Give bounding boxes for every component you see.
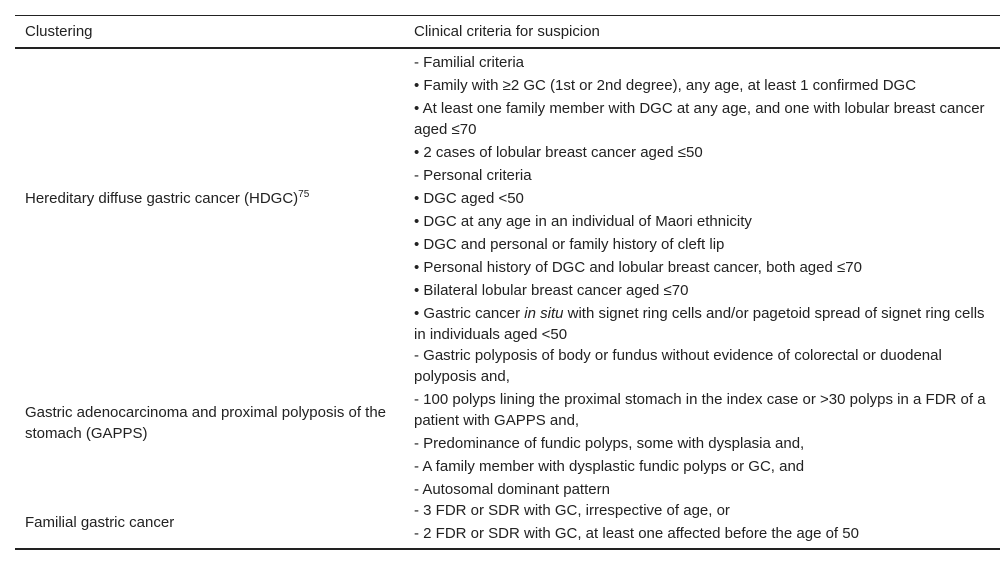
cluster-name (25, 188, 394, 209)
header-clustering: Clustering (15, 16, 404, 49)
cluster-label: Gastric adenocarcinoma and proximal polyposis of the stomach (GAPPS) (25, 403, 387, 442)
criteria-cell (404, 500, 1000, 549)
header-criteria: Clinical criteria for suspicion (404, 16, 1000, 49)
criteria-item (414, 257, 995, 278)
header-row (15, 16, 1000, 49)
criteria-cell (404, 345, 1000, 500)
criteria-table (15, 15, 1000, 550)
criteria-item (414, 188, 995, 209)
criteria-item-text: - Predominance of fundic polyps, some with dysplasia and, (414, 435, 805, 452)
criteria-cell (404, 48, 1000, 345)
criteria-item-text: - 2 FDR or SDR with GC, at least one affected before the age of 50 (414, 525, 859, 542)
criteria-item-text: • DGC and personal or family history of cleft lip (414, 236, 725, 253)
criteria-item (414, 75, 995, 96)
criteria-item-emphasis: in situ (524, 305, 564, 322)
criteria-item (414, 165, 995, 186)
criteria-item (414, 142, 995, 163)
cluster-cell (15, 48, 404, 345)
cluster-label: Familial gastric cancer (25, 513, 175, 531)
criteria-item-text: - A family member with dysplastic fundic polyps or GC, and (414, 458, 805, 475)
criteria-item (414, 389, 995, 431)
criteria-item (414, 479, 995, 500)
cluster-cell (15, 345, 404, 500)
criteria-item-text: - Autosomal dominant pattern (414, 481, 610, 498)
cluster-label: Hereditary diffuse gastric cancer (HDGC) (25, 190, 299, 207)
table-row (15, 500, 1000, 549)
criteria-item (414, 98, 995, 140)
criteria-table-container (15, 15, 985, 550)
criteria-item-text: • 2 cases of lobular breast cancer aged ≤50 (414, 144, 703, 161)
cluster-reference: 75 (298, 189, 310, 200)
criteria-item (414, 345, 995, 387)
criteria-item (414, 433, 995, 454)
criteria-item-text: - 3 FDR or SDR with GC, irrespective of age, or (414, 502, 730, 519)
criteria-item-text: • DGC at any age in an individual of Maori ethnicity (414, 213, 752, 230)
criteria-item-text: • Gastric cancer (414, 305, 525, 322)
criteria-item-text: - Familial criteria (414, 54, 525, 71)
criteria-item (414, 500, 995, 521)
criteria-item (414, 456, 995, 477)
criteria-item-text: - 100 polyps lining the proximal stomach in the index case or >30 polyps in a FDR of a patient with GAPPS and, (414, 391, 986, 429)
criteria-item-text: • At least one family member with DGC at any age, and one with lobular breast cancer aged ≤70 (414, 100, 985, 138)
criteria-item (414, 280, 995, 301)
criteria-item-text: • Bilateral lobular breast cancer aged ≤70 (414, 282, 689, 299)
criteria-item-text: - Personal criteria (414, 167, 532, 184)
table-body (15, 48, 1000, 549)
cluster-cell (15, 500, 404, 549)
criteria-item-text: - Gastric polyposis of body or fundus without evidence of colorectal or duodenal polyposis and, (414, 347, 942, 385)
criteria-item-text: with signet ring cells and/or pagetoid spread of signet ring cells in individuals aged <50 (414, 305, 985, 343)
criteria-item-text: • DGC aged <50 (414, 190, 524, 207)
criteria-item (414, 523, 995, 544)
table-row (15, 345, 1000, 500)
table-row (15, 48, 1000, 345)
criteria-item (414, 234, 995, 255)
criteria-item (414, 303, 995, 345)
criteria-item (414, 52, 995, 73)
criteria-item-text: • Family with ≥2 GC (1st or 2nd degree), any age, at least 1 confirmed DGC (414, 77, 917, 94)
cluster-name (25, 402, 394, 444)
criteria-item (414, 211, 995, 232)
criteria-item-text: • Personal history of DGC and lobular breast cancer, both aged ≤70 (414, 259, 862, 276)
cluster-name (25, 512, 394, 533)
